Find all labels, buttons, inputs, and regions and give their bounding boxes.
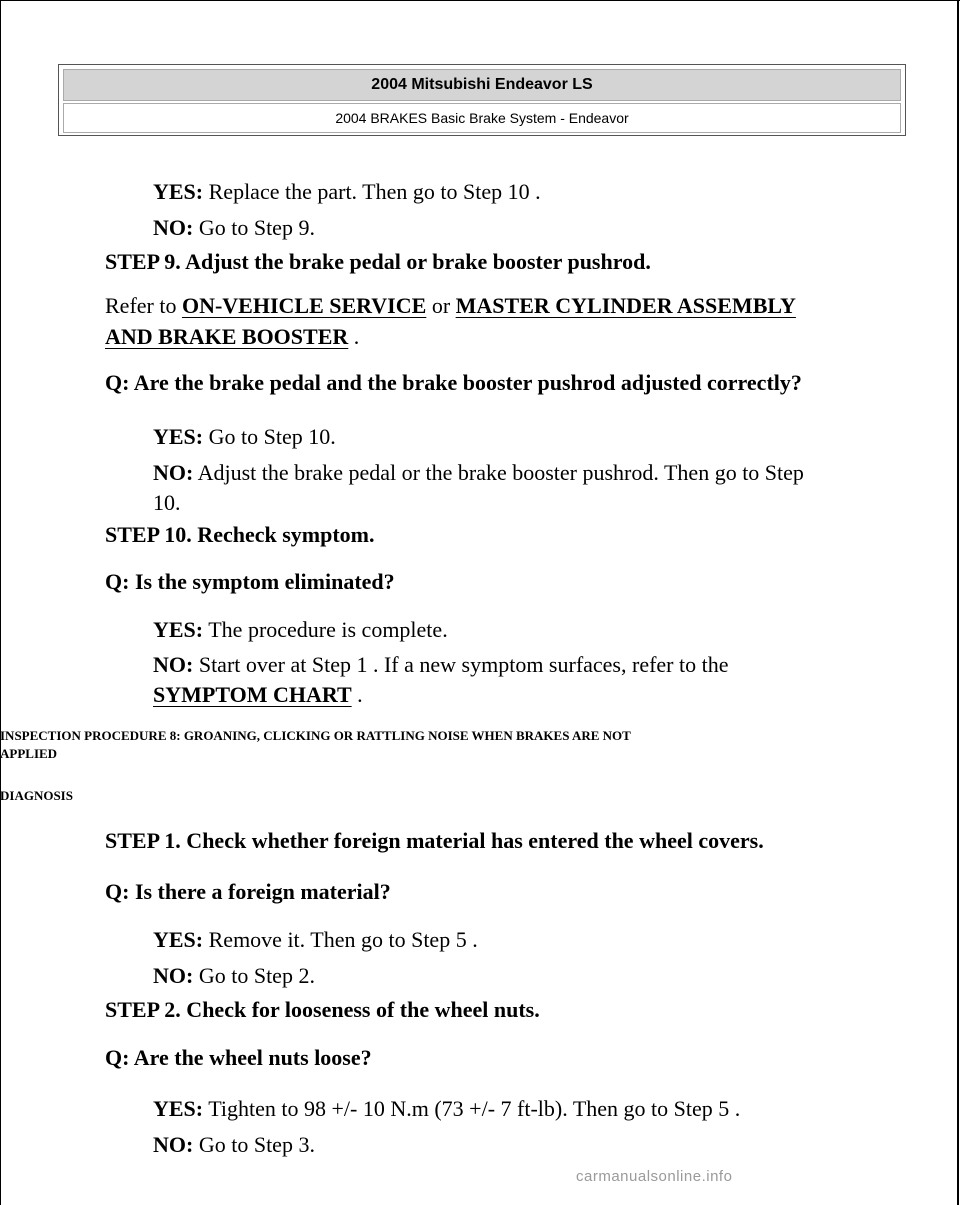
step-2-heading: STEP 2. Check for looseness of the wheel nuts. [105,997,540,1022]
question-step-9: Q: Are the brake pedal and the brake booster pushrod adjusted correctly? [105,370,802,395]
answer-yes-5 [153,1094,740,1124]
inspection-heading-line-2: APPLIED [0,746,58,761]
answer-text: Replace the part. Then go to Step 10 . [208,179,541,204]
refer-line-1 [105,291,796,321]
yes-label: YES: [153,927,204,952]
step-9-heading: STEP 9. Adjust the brake pedal or brake booster pushrod. [105,249,651,274]
period-text: . [357,682,363,707]
answer-no-5 [153,1130,315,1160]
page-edge-right [957,0,959,1205]
header-subtitle: 2004 BRAKES Basic Brake System - Endeavor [63,103,901,133]
answer-no-4 [153,961,315,991]
question-step-1: Q: Is there a foreign material? [105,879,391,904]
yes-label: YES: [153,617,204,642]
link-and-brake-booster[interactable]: AND BRAKE BOOSTER [105,324,349,349]
refer-to-text: Refer to [105,293,177,318]
link-on-vehicle-service[interactable]: ON-VEHICLE SERVICE [181,293,427,318]
answer-text: Remove it. Then go to Step 5 . [208,927,478,952]
no-label: NO: [153,460,194,485]
step-10-heading: STEP 10. Recheck symptom. [105,522,375,547]
link-master-cylinder-assembly[interactable]: MASTER CYLINDER ASSEMBLY [455,293,796,318]
answer-yes-1 [153,177,541,207]
answer-text: Go to Step 9. [198,215,315,240]
no-label: NO: [153,215,194,240]
answer-yes-2 [153,422,336,452]
or-text: or [431,293,451,318]
link-symptom-chart[interactable]: SYMPTOM CHART [153,682,352,707]
inspection-heading-line-1: INSPECTION PROCEDURE 8: GROANING, CLICKING OR RATTLING NOISE WHEN BRAKES ARE NOT [0,728,631,743]
answer-text: Go to Step 2. [198,963,315,988]
answer-text: The procedure is complete. [208,617,448,642]
no-label: NO: [153,652,194,677]
answer-text: Go to Step 10. [208,424,336,449]
yes-label: YES: [153,424,204,449]
answer-no-1 [153,213,315,243]
answer-yes-3 [153,615,448,645]
no-label: NO: [153,963,194,988]
question-step-2: Q: Are the wheel nuts loose? [105,1045,372,1070]
answer-text: Tighten to 98 +/- 10 N.m (73 +/- 7 ft-lb). Then go to Step 5 . [208,1096,741,1121]
answer-yes-4 [153,925,478,955]
footer-watermark: carmanualsonline.info [576,1168,733,1185]
refer-line-2 [105,322,359,352]
inspection-procedure-heading [0,727,631,763]
answer-no-3 [153,650,729,680]
page-edge-top [0,0,960,1]
question-step-10: Q: Is the symptom eliminated? [105,569,395,594]
answer-no-3-cont [153,680,363,710]
yes-label: YES: [153,1096,204,1121]
period-text: . [353,324,360,349]
answer-no-2-cont: 10. [153,490,181,515]
no-label: NO: [153,1132,194,1157]
diagnosis-heading: DIAGNOSIS [0,788,73,803]
answer-text: Go to Step 3. [198,1132,315,1157]
header-title: 2004 Mitsubishi Endeavor LS [63,69,901,101]
answer-text: Start over at Step 1 . If a new symptom surfaces, refer to the [198,652,729,677]
document-header [58,64,906,136]
yes-label: YES: [153,179,204,204]
answer-text: Adjust the brake pedal or the brake booster pushrod. Then go to Step [197,460,804,485]
step-1-heading: STEP 1. Check whether foreign material has entered the wheel covers. [105,828,764,853]
page-edge-left [0,0,1,1205]
answer-no-2 [153,458,804,488]
